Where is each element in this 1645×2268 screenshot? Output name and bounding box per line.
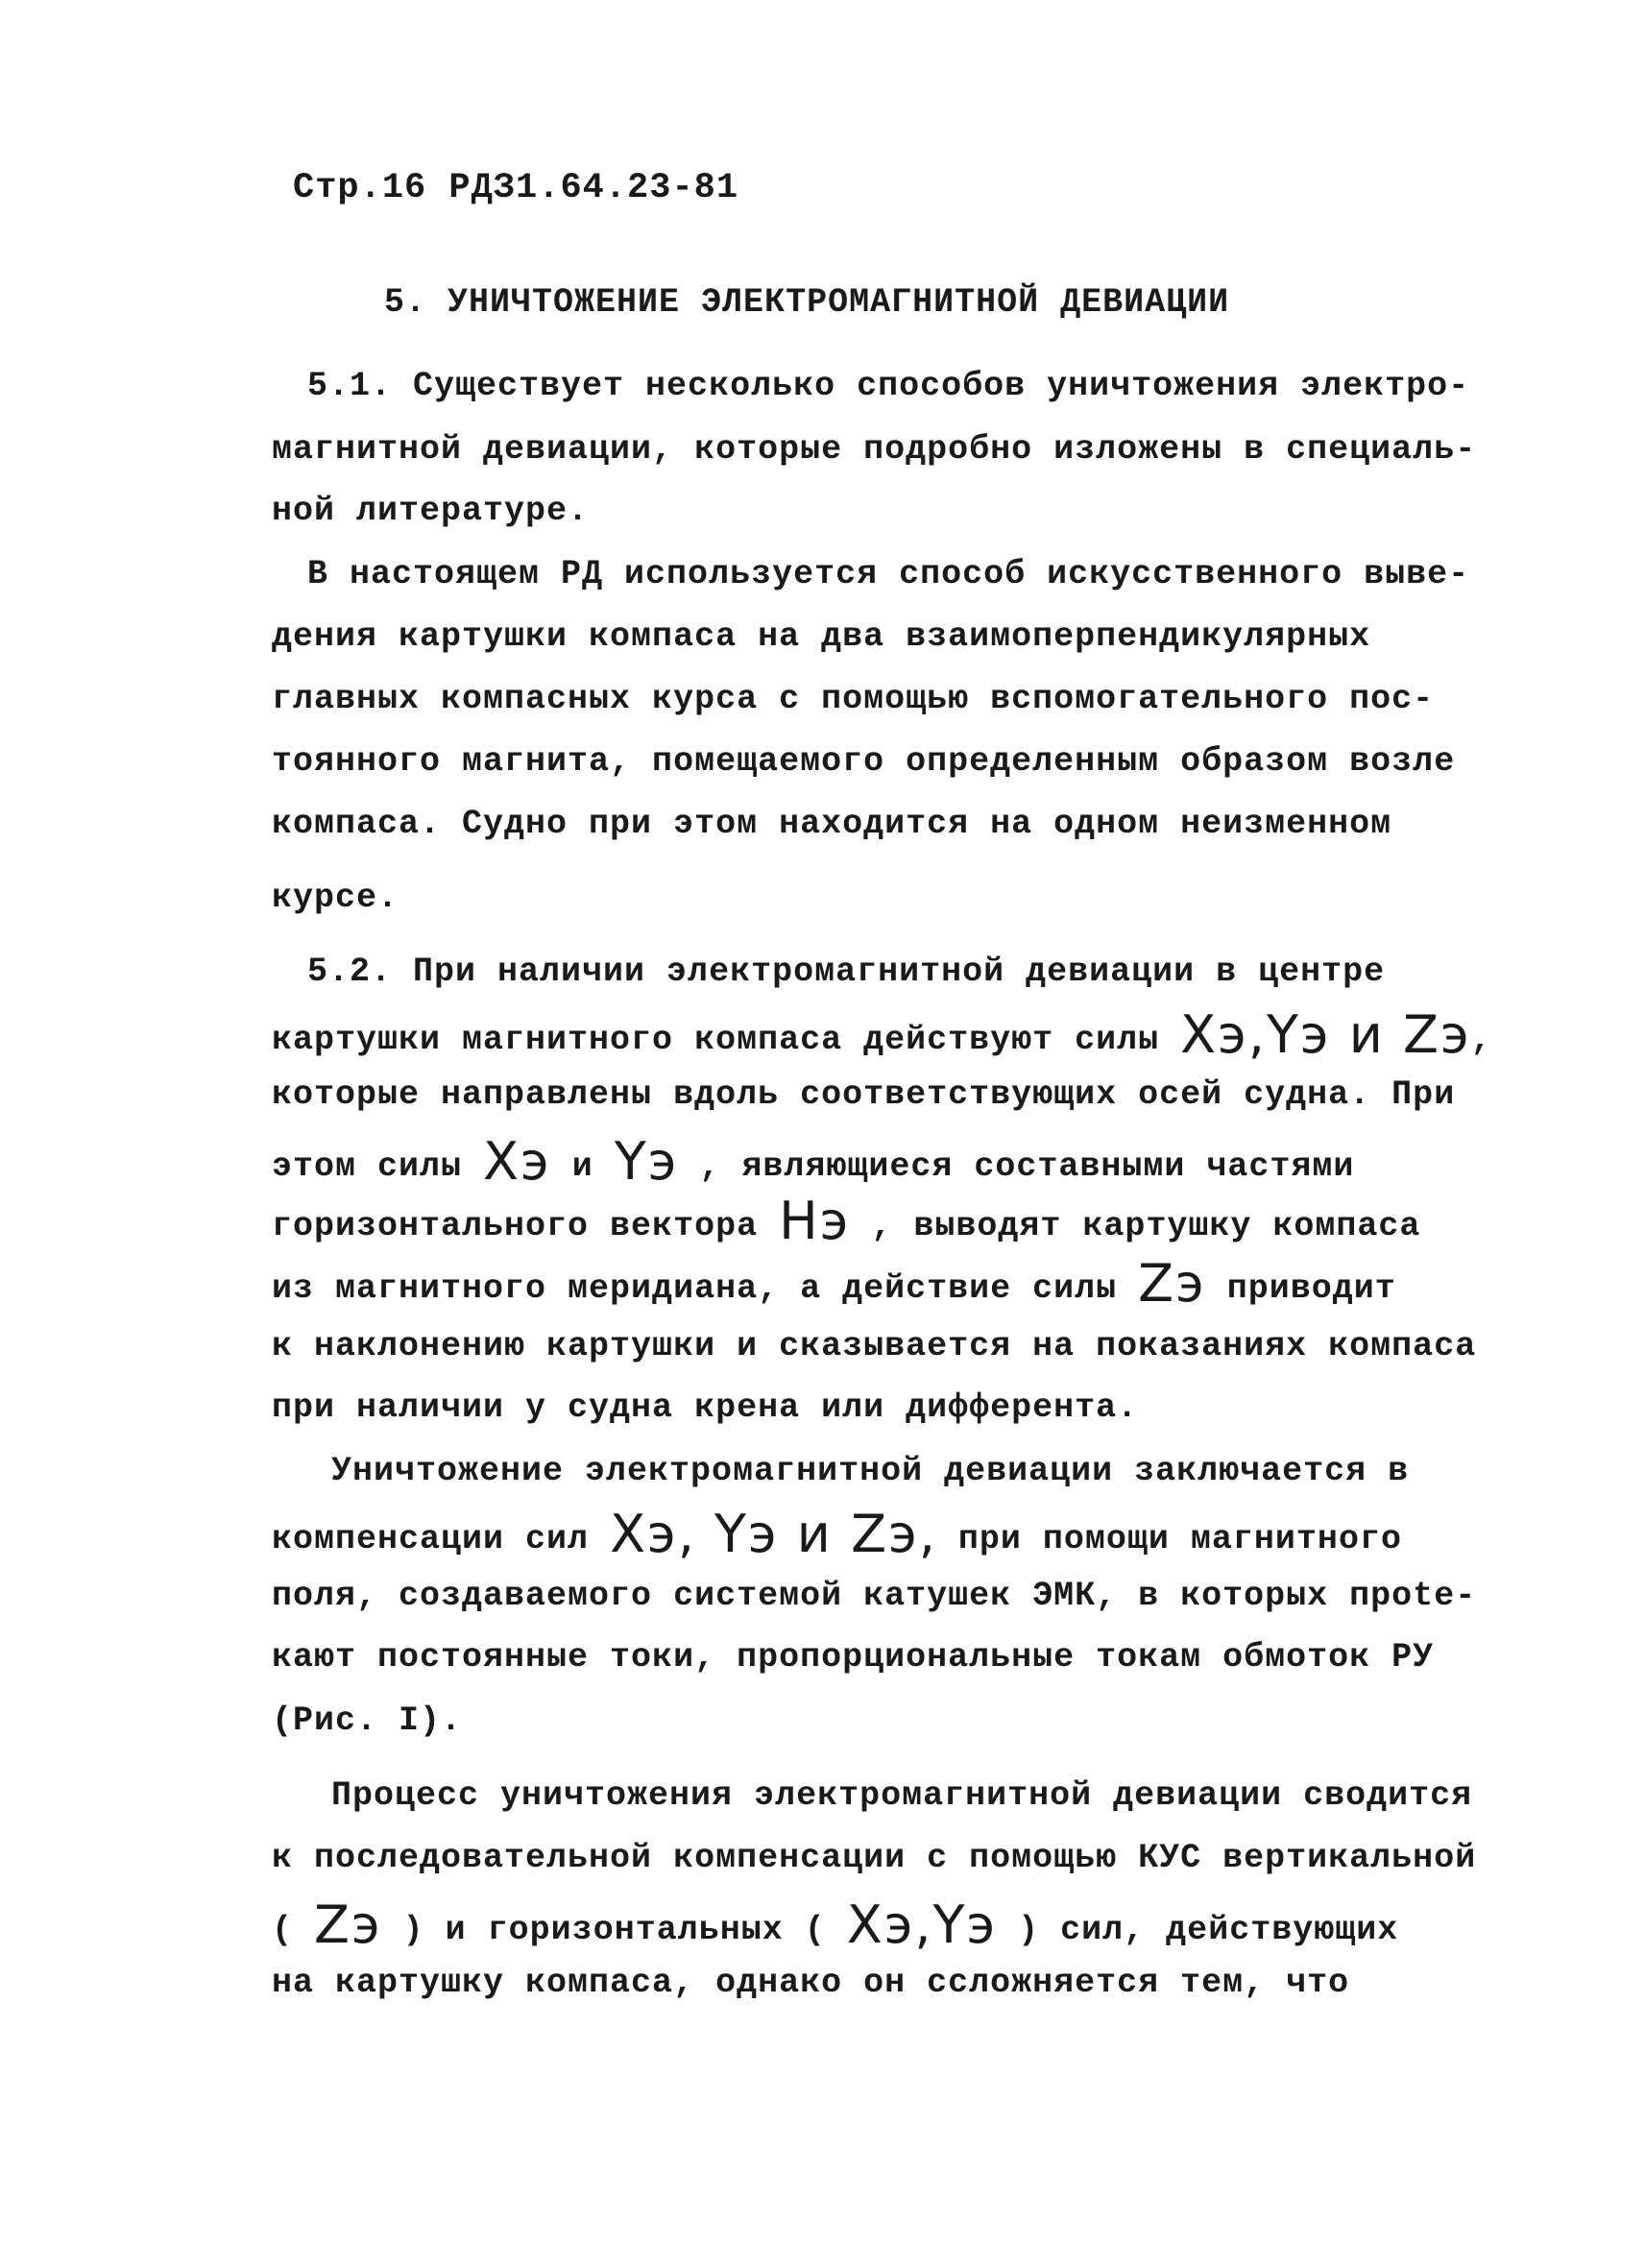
text-line: поля, создаваемого системой катушек ЭМК, в которых прote- <box>272 1577 1477 1615</box>
handwritten-formula: Hэ <box>779 1191 851 1251</box>
text-line: тоянного магнита, помещаемого определенным образом возле <box>272 742 1456 781</box>
text-line: (Рис. I). <box>272 1701 463 1740</box>
text-line-with-formula: из магнитного меридиана, а действие силы Zэ приводит <box>272 1253 1396 1314</box>
text-line-with-formula: горизонтального вектора Hэ , выводят картушку компаса <box>272 1191 1421 1251</box>
text-line: на картушку компаса, однако он ссложняется тем, что <box>272 1964 1350 2002</box>
text-line: Уничтожение электромагнитной девиации заключается в <box>331 1452 1410 1490</box>
text-line: В настоящем РД используется способ искусственного выве- <box>307 555 1470 593</box>
text-line: кают постоянные токи, пропорциональные токам обмоток РУ <box>272 1638 1435 1677</box>
text-line-with-formula: картушки магнитного компаса действуют силы Xэ,Yэ и Zэ, <box>272 1004 1492 1065</box>
text-line: которые направлены вдоль соответствующих осей судна. При <box>272 1075 1456 1114</box>
text-line: курсе. <box>272 879 399 917</box>
handwritten-formula: Zэ <box>1138 1253 1206 1314</box>
text-line: 5.2. При наличии электромагнитной девиации в центре <box>307 953 1386 991</box>
text-line: 5.1. Существует несколько способов уничтожения электро- <box>307 367 1470 405</box>
text-line: главных компасных курса с помощью вспомогательного пос- <box>272 680 1435 718</box>
text-line: дения картушки компаса на два взаимоперпендикулярных <box>272 617 1371 656</box>
text-line: компаса. Судно при этом находится на одном неизменном <box>272 805 1392 843</box>
page-header: Стр.16 РДЗ1.64.23-81 <box>293 168 739 208</box>
text-line-with-formula: ( Zэ ) и горизонтальных ( Xэ,Yэ ) сил, действующих <box>272 1894 1399 1955</box>
text-line: при наличии у судна крена или дифферента. <box>272 1388 1139 1427</box>
handwritten-formula: Xэ <box>483 1131 551 1192</box>
handwritten-formula: Xэ,Yэ <box>846 1894 998 1955</box>
handwritten-formula: Yэ <box>614 1131 679 1192</box>
text-line: к последовательной компенсации с помощью КУС вертикальной <box>272 1839 1477 1877</box>
text-line: Процесс уничтожения электромагнитной девиации сводится <box>331 1776 1473 1815</box>
text-line-with-formula: этом силы Xэ и Yэ , являющиеся составными частями <box>272 1131 1355 1192</box>
text-line-with-formula: компенсации сил Xэ, Yэ и Zэ, при помощи магнитного <box>272 1504 1402 1564</box>
text-line: к наклонению картушки и сказывается на показаниях компаса <box>272 1327 1477 1365</box>
handwritten-formula: Zэ <box>314 1894 382 1955</box>
text-line: ной литературе. <box>272 492 590 530</box>
section-title: 5. УНИЧТОЖЕНИЕ ЭЛЕКТРОМАГНИТНОЙ ДЕВИАЦИИ <box>384 283 1230 322</box>
handwritten-formula: Xэ,Yэ и Zэ <box>1180 1004 1471 1065</box>
text-line: магнитной девиации, которые подробно изложены в специаль- <box>272 430 1477 469</box>
handwritten-formula: Xэ, Yэ и Zэ, <box>610 1504 937 1564</box>
